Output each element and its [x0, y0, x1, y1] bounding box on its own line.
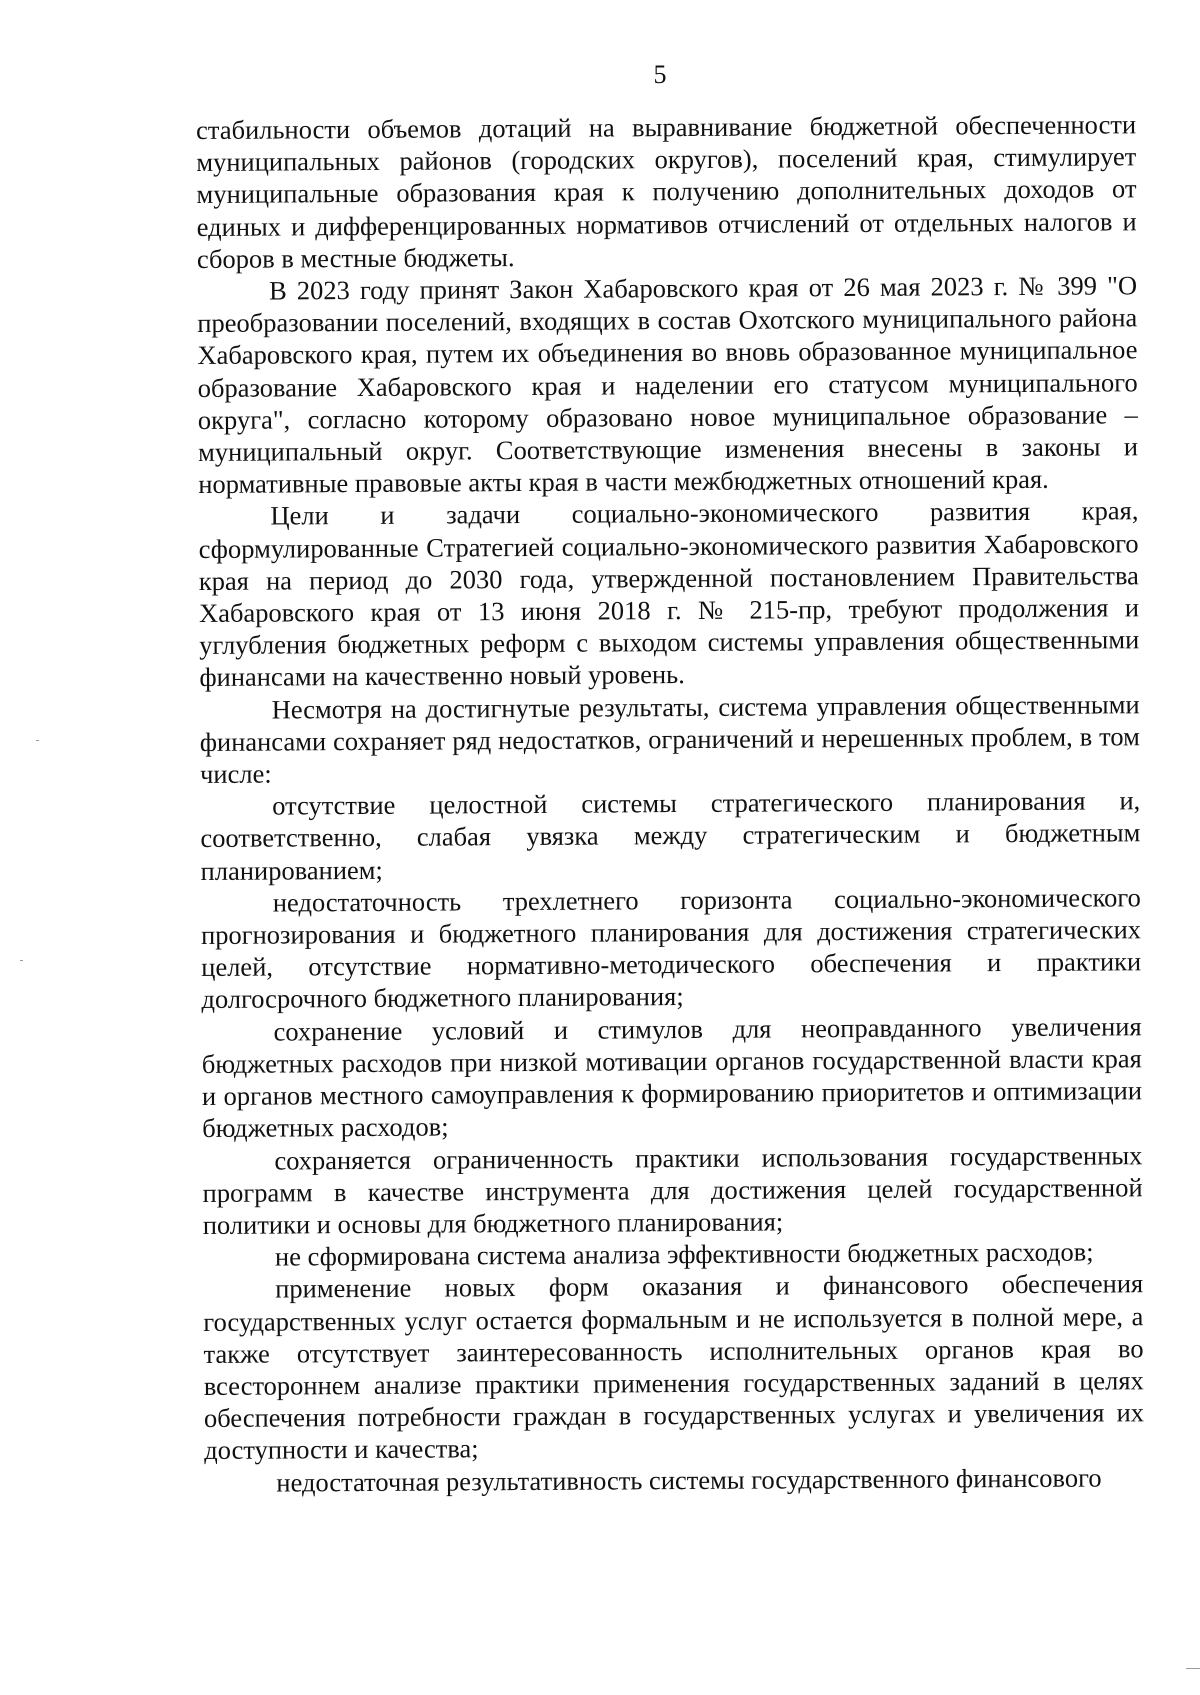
document-body: [196, 108, 1144, 1498]
list-item-4: сохраняется ограниченность практики использования государственных программ в качестве инструмента для достижения целей государственной политики и основы для бюджетного планирования;: [202, 1139, 1143, 1240]
page-number: 5: [653, 60, 667, 89]
list-item-6: применение новых форм оказания и финансового обеспечения государственных услуг остается формальным и не используется в полной мере, а также отсутствует заинтересованность исполнительных органов края во всестороннем анализе практики применения государственных заданий в целях обеспечения потребности граждан в государственных услугах и увеличения их доступности и качества;: [203, 1268, 1145, 1466]
list-item-7: недостаточная результативность системы государственного финансового: [276, 1462, 1102, 1498]
list-item-2: недостаточность трехлетнего горизонта социально-экономического прогнозирования и бюджетного планирования для достижения стратегических целей, отсутствие нормативно-методического обеспечения и практики долгосрочного бюджетного планирования;: [200, 882, 1142, 1015]
paragraph-4: Несмотря на достигнутые результаты, система управления общественными финансами сохраняет ряд недостатков, ограничений и нерешенных проблем, в том числе:: [199, 688, 1140, 790]
scan-mark-left-lower: [20, 960, 23, 961]
paragraph-3: Цели и задачи социально-экономического развития края, сформулированные Стратегией социально-экономического развития Хабаровского края на период до 2030 года, утвержденной постановлением Правительства Хабаровского края от 13 июня 2018 г. № 215-пр, требуют продолжения и углубления бюджетных реформ с выходом системы управления общественными финансами на качественно новый уровень.: [198, 495, 1140, 693]
scan-mark-bottom-right: [1186, 1668, 1200, 1669]
scan-mark-left-upper: [36, 740, 39, 741]
list-item-1: отсутствие целостной системы стратегического планирования и, соответственно, слабая увязка между стратегическим и бюджетным планированием;: [200, 785, 1141, 886]
list-item-5: не сформирована система анализа эффективности бюджетных расходов;: [274, 1236, 1094, 1272]
paragraph-1: стабильности объемов дотаций на выравнивание бюджетной обеспеченности муниципальных районов (городских округов), поселений края, стимулирует муниципальные образования края к получению дополнительных доходов от единых и дифференцированных нормативов отчислений от отдельных налогов и сборов в местные бюджеты.: [196, 109, 1137, 274]
list-item-3: сохранение условий и стимулов для неоправданного увеличения бюджетных расходов при низкой мотивации органов государственной власти края и органов местного самоуправления к формированию приоритетов и оптимизации бюджетных расходов;: [201, 1010, 1143, 1144]
paragraph-2: В 2023 году принят Закон Хабаровского края от 26 мая 2023 г. № 399 "О преобразовании поселений, входящих в состав Охотского муниципального района Хабаровского края, путем их объединения во вновь образованное муниципальное образование Хабаровского края и наделении его статусом муниципального округа", согласно которому образовано новое муниципальное образование – муниципальный округ. Соответствующие изменения внесены в законы и нормативные правовые акты края в части межбюджетных отношений края.: [197, 270, 1139, 500]
